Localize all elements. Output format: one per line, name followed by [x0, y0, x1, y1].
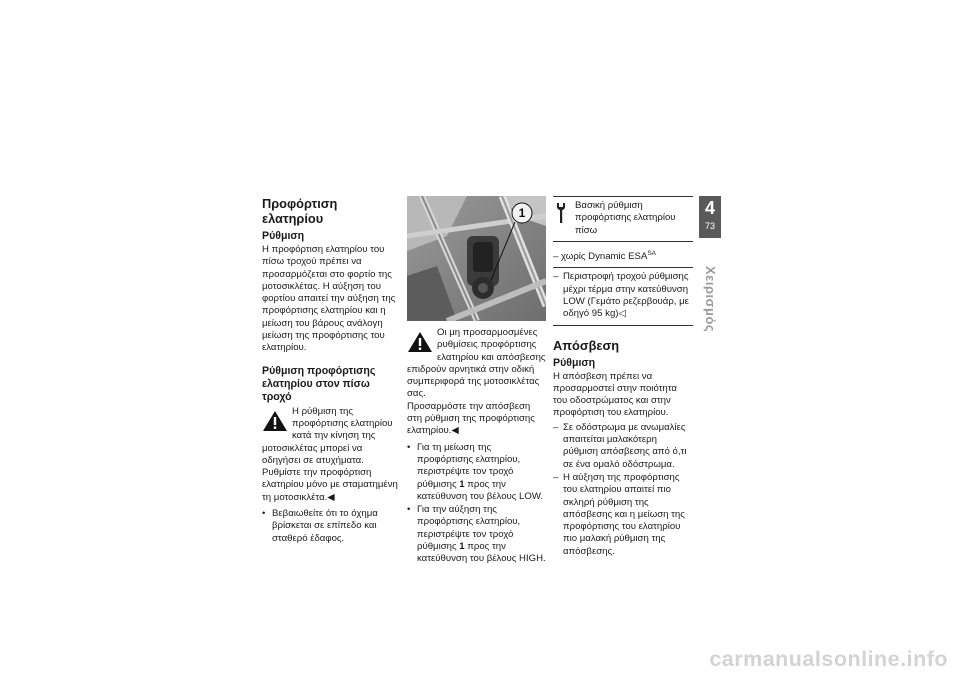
paragraph-damping-intro: Η απόσβεση πρέπει να προσαρμοστεί στην ποιότητα του οδοστρώματος και στην προφόρτιση του ελατηρίου. [553, 370, 677, 419]
info-value-text: Περιστροφή τροχού ρύθμισης μέχρι τέρμα στην κατεύθυνση LOW (Γεμάτο ρεζερβουάρ, με οδηγό 95 kg)◁ [563, 271, 689, 320]
column-right [553, 196, 693, 559]
bullet-text-decrease: Για τη μείωση της προφόρτισης ελατηρίου, περιστρέψτε τον τροχό ρύθμισης [417, 441, 521, 490]
list-item: • Για την αύξηση της προφόρτισης ελατηρίου, περιστρέψτε τον τροχό ρύθμισης 1 προς την κατεύθυνση του βέλους HIGH. [407, 504, 546, 565]
subheading-rear-preload: Ρύθμιση προφόρτισης ελατηρίου στον πίσω τροχό [262, 364, 376, 403]
dash-text-rough-road: Σε οδόστρωμα με ανωμαλίες απαιτείται μαλακότερη ρύθμιση απόσβεσης από ό,τι σε ένα ομαλό οδόστρωμα. [563, 421, 687, 470]
subheading-damping-adjustment: Ρύθμιση [553, 356, 596, 369]
page-number: 73 [704, 221, 715, 231]
info-condition-sup: SA [647, 249, 657, 257]
column-left [262, 196, 402, 546]
dash-list [553, 422, 693, 558]
watermark: carmanualsonline.info [709, 647, 948, 671]
wrench-icon [553, 201, 569, 225]
bullet-text-decrease-end: προς την κατεύθυνση του βέλους LOW. [417, 478, 544, 502]
list-item: – Σε οδόστρωμα με ανωμαλίες απαιτείται μαλακότερη ρύθμιση απόσβεσης από ό,τι σε ένα ομαλό οδόστρωμα. [553, 421, 687, 470]
bullet-text-level-ground: Βεβαιωθείτε ότι το όχημα βρίσκεται σε επίπεδο και σταθερό έδαφος. [272, 508, 378, 544]
paragraph-preload-intro: Η προφόρτιση ελατηρίου του πίσω τροχού πρέπει να προσαρμόζεται στο φορτίο της μοτοσικλέτας. Η αύξηση του φορτίου απαιτεί την αύξηση της προφόρτισης ελατηρίου και η μείωση του βάρους ανάλογη μείωση της προφόρτισης του ελατηρίου. [262, 244, 396, 354]
warning-text-settings: Οι μη προσαρμοσμένες ρυθμίσεις προφόρτισης ελατηρίου και απόσβεσης επιδρούν αρνητικά στην οδική συμπεριφορά της μοτοσικλέτας σας. [407, 327, 546, 400]
list-item: – Η αύξηση της προφόρτισης του ελατηρίου απαιτεί πιο σκληρή ρύθμιση της απόσβεσης και η μείωση της προφόρτισης του ελατηρίου πιο μαλακή ρύθμιση της απόσβεσης. [553, 471, 685, 557]
info-condition-text: χωρίς Dynamic ESA [561, 251, 648, 263]
section-title-damping: Απόσβεση [553, 337, 620, 353]
adjuster-photo [407, 196, 546, 321]
bullet-list-2 [407, 442, 546, 566]
info-box-title: Βασική ρύθμιση προφόρτισης ελατηρίου πίσω [575, 200, 676, 236]
warning-block-settings [407, 327, 546, 401]
paragraph-adjust-damping: Προσαρμόστε την απόσβεση στη ρύθμιση της προφόρτισης ελατηρίου.◀ [407, 400, 535, 437]
bullet-list-1 [262, 508, 402, 545]
chapter-number: 4 [704, 198, 715, 218]
chapter-tab [699, 196, 721, 238]
warning-triangle-icon [407, 331, 433, 353]
chapter-side-label: Χειρισμός [703, 266, 718, 333]
subheading-adjustment: Ρύθμιση [262, 230, 305, 242]
callout-number: 1 [459, 541, 465, 553]
warning-block-riding [262, 406, 402, 467]
photo-callout-1: 1 [518, 206, 526, 220]
callout-number: 1 [459, 478, 465, 490]
dash-text-preload-damping: Η αύξηση της προφόρτισης του ελατηρίου απαιτεί πιο σκληρή ρύθμιση της απόσβεσης και η μείωση της προφόρτισης του ελατηρίου πιο μαλακή ρύθμιση της απόσβεσης. [563, 471, 685, 557]
bullet-text-increase-end: προς την κατεύθυνση του βέλους HIGH. [417, 541, 546, 565]
info-box-basic-setting [553, 196, 693, 242]
column-middle [407, 196, 546, 567]
bullet-text-increase: Για την αύξηση της προφόρτισης ελατηρίου, περιστρέψτε τον τροχό ρύθμισης [417, 504, 521, 553]
warning-text-riding: Η ρύθμιση της προφόρτισης ελατηρίου κατά την κίνηση της μοτοσικλέτας μπορεί να οδηγήσει σε ατυχήματα. [262, 405, 393, 466]
list-item: • Βεβαιωθείτε ότι το όχημα βρίσκεται σε επίπεδο και σταθερό έδαφος. [262, 508, 378, 544]
list-item: • Για τη μείωση της προφόρτισης ελατηρίου, περιστρέψτε τον τροχό ρύθμισης 1 προς την κατεύθυνση του βέλους LOW. [407, 441, 544, 502]
info-value-row: – Περιστροφή τροχού ρύθμισης μέχρι τέρμα στην κατεύθυνση LOW (Γεμάτο ρεζερβουάρ, με οδηγό 95 kg)◁ [553, 268, 693, 325]
warning-triangle-icon [262, 410, 288, 432]
section-title-spring-preload: Προφόρτιση ελατηρίου [262, 196, 338, 226]
info-condition-row: – χωρίς Dynamic $ESA^{SA}$ [553, 245, 693, 268]
paragraph-adjust-stationary: Ρυθμίστε την προφόρτιση ελατηρίου μόνο με σταματημένη τη μοτοσικλέτα.◀ [262, 467, 398, 503]
